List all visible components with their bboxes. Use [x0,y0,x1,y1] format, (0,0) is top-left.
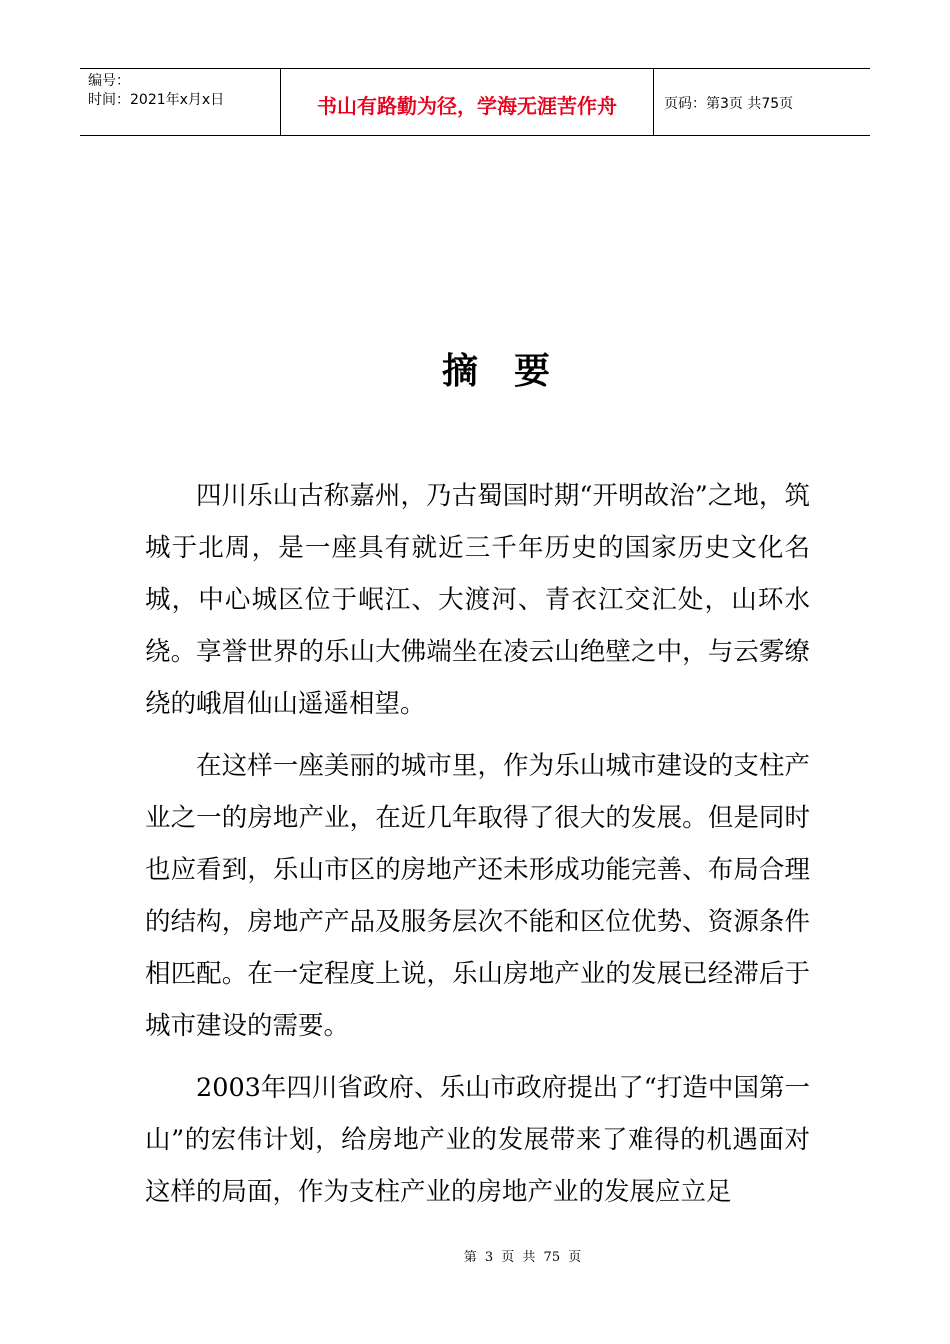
paragraph: 四川乐山古称嘉州，乃古蜀国时期“开明故治”之地，筑城于北周，是一座具有就近三千年历史的国家历史文化名城，中心城区位于岷江、大渡河、青衣江交汇处，山环水绕。享誉世界的乐山大佛端坐在凌云山绝壁之中，与云雾缭绕的峨眉仙山遥遥相望。 [145,481,810,719]
document-number-label: 编号： [88,73,130,89]
abstract-title: 摘要 [441,351,586,392]
paragraph: 2003年四川省政府、乐山市政府提出了“打造中国第一山”的宏伟计划，给房地产业的发展带来了难得的机遇面对这样的局面，作为支柱产业的房地产业的发展应立足 [145,1073,810,1207]
page-header [80,68,870,136]
abstract-body [145,470,810,1228]
header-page-label: 页码：第3页 共75页 [664,96,794,112]
header-motto: 书山有路勤为径，学海无涯苦作舟 [281,69,654,135]
paragraph: 在这样一座美丽的城市里，作为乐山城市建设的支柱产业之一的房地产业，在近几年取得了很大的发展。但是同时也应看到，乐山市区的房地产还未形成功能完善、布局合理的结构，房地产产品及服务层次不能和区位优势、资源条件相匹配。在一定程度上说，乐山房地产业的发展已经滞后于城市建设的需要。 [145,751,810,1041]
page-footer: 第 3 页 共 75 页 [463,1250,582,1265]
document-time-label: 时间：2021年x月x日 [88,92,225,108]
header-meta-cell [80,69,281,135]
